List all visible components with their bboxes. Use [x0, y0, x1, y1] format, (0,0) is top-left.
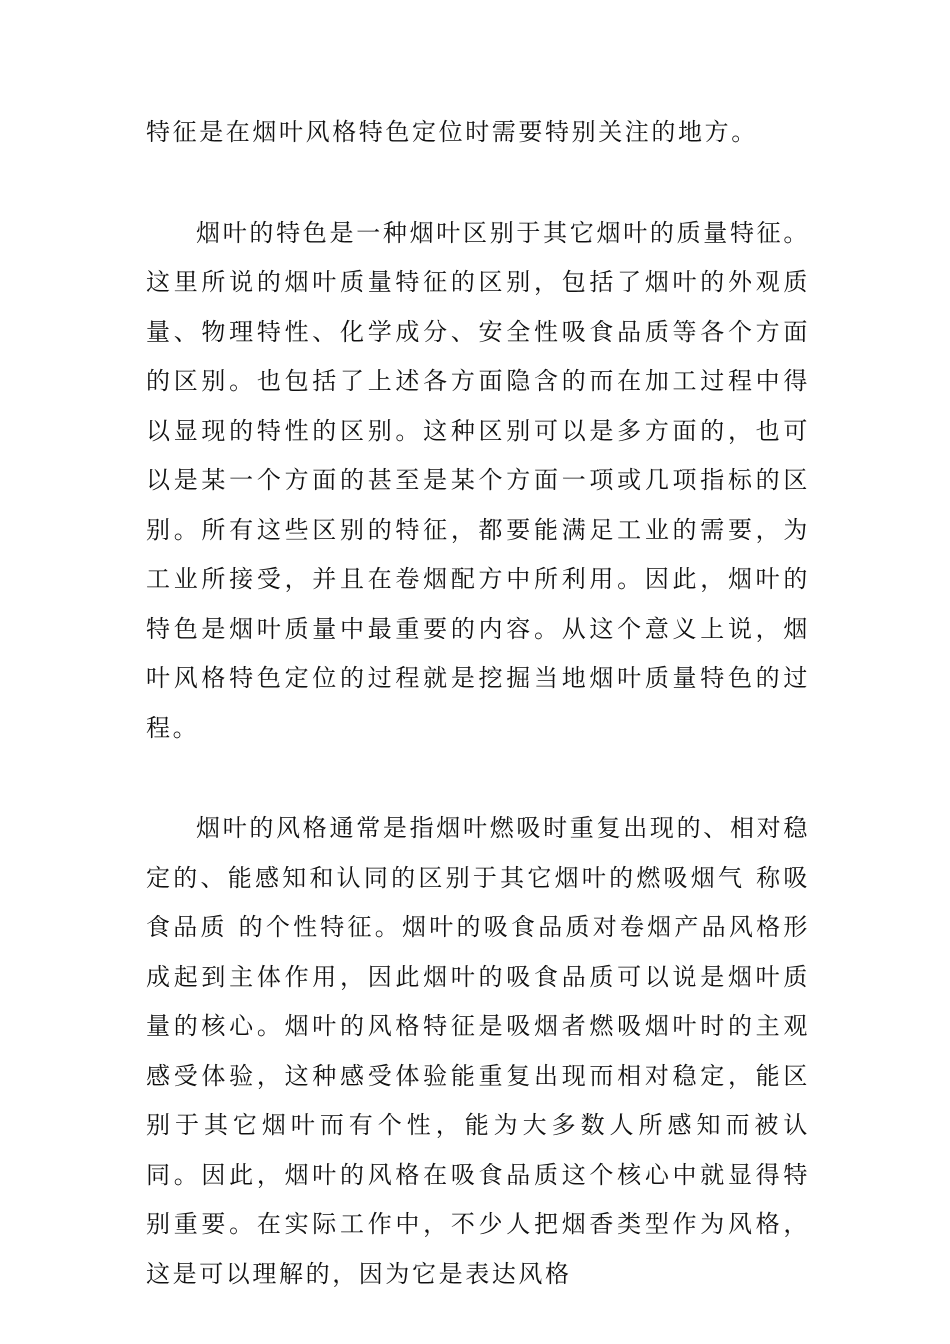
paragraph-gap [146, 753, 810, 804]
paragraph-1: 特征是在烟叶风格特色定位时需要特别关注的地方。 [146, 118, 758, 146]
document-body [146, 108, 810, 1299]
paragraph-gap [146, 158, 810, 209]
paragraph-2: 烟叶的特色是一种烟叶区别于其它烟叶的质量特征。这里所说的烟叶质量特征的区别，包括了烟叶的外观质量、物理特性、化学成分、安全性吸食品质等各个方面的区别。也包括了上述各方面隐含的而在加工过程中得以显现的特性的区别。这种区别可以是多方面的，也可以是某一个方面的甚至是某个方面一项或几项指标的区别。所有这些区别的特征，都要能满足工业的需要，为工业所接受，并且在卷烟配方中所利用。因此，烟叶的特色是烟叶质量中最重要的内容。从这个意义上说，烟叶风格特色定位的过程就是挖掘当地烟叶质量特色的过程。 [146, 218, 810, 742]
paragraph-3: 烟叶的风格通常是指烟叶燃吸时重复出现的、相对稳定的、能感知和认同的区别于其它烟叶的燃吸烟气 称吸食品质 的个性特征。烟叶的吸食品质对卷烟产品风格形成起到主体作用，因此烟叶的吸食品质可以说是烟叶质量的核心。烟叶的风格特征是吸烟者燃吸烟叶时的主观感受体验，这种感受体验能重复出现而相对稳定，能区别于其它烟叶而有个性，能为大多数人所感知而被认同。因此，烟叶的风格在吸食品质这个核心中就显得特别重要。在实际工作中，不少人把烟香类型作为风格，这是可以理解的，因为它是表达风格 [146, 814, 810, 1288]
